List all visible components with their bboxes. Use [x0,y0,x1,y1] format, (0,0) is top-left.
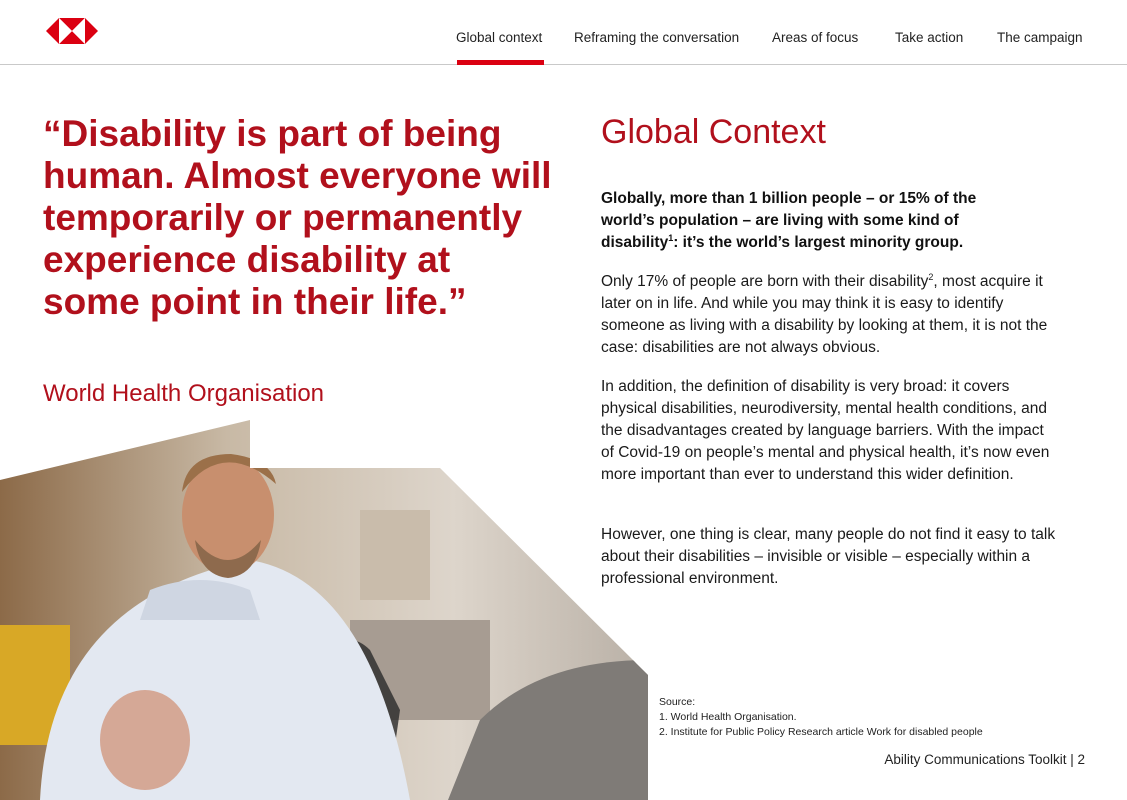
lead-paragraph [601,188,1031,254]
main-nav [0,0,1127,65]
top-navigation-bar [0,0,1127,65]
quote-attribution: World Health Organisation [43,380,325,407]
body-paragraph-2: In addition, the definition of disability is very broad: it covers physical disabilities, neurodiversity, mental health conditions, and the disadvantages created by language barriers. With the impact of Covid-19 on people’s mental and physical health, it’s now even more important than ever to understand this wider definition. [601,378,1050,483]
pull-quote: “Disability is part of being human. Almost everyone will temporarily or permanently experience disability at some point in their life.” [43,113,552,322]
source-item: 1. World Health Organisation. [659,711,797,723]
tab-reframing-the-conversation[interactable]: Reframing the conversation [574,30,740,45]
tab-take-action[interactable]: Take action [895,30,964,45]
section-title: Global Context [601,113,826,151]
footnote-ref-1: 1 [668,232,674,243]
sources-block [659,695,983,740]
tab-the-campaign[interactable]: The campaign [997,30,1083,45]
lead-text-part2: : it’s the world’s largest minority group. [673,234,964,251]
footnote-ref-2: 2 [928,271,934,282]
body-paragraph-3: However, one thing is clear, many people do not find it easy to talk about their disabilities – invisible or visible – especially within a professional environment. [601,526,1056,587]
page-footer: Ability Communications Toolkit | 2 [884,752,1085,767]
source-item: 2. Institute for Public Policy Research article Work for disabled people [659,726,983,738]
tab-areas-of-focus[interactable]: Areas of focus [772,30,859,45]
p1-text-part1: Only 17% of people are born with their disability [601,273,929,290]
lead-text-part1: Globally, more than 1 billion people – or 15% of the world’s population – are living with some kind of disability [601,190,977,251]
body-paragraph-1 [601,271,1061,359]
p1-text-part2: , most acquire it later on in life. And while you may think it is easy to identify someone as living with a disability by looking at them, it is not the case: disabilities are not always obvious. [601,273,1048,356]
office-photo [0,420,648,800]
sources-heading: Source: [659,696,696,708]
tab-global-context[interactable]: Global context [456,30,543,45]
active-tab-indicator [457,60,544,65]
